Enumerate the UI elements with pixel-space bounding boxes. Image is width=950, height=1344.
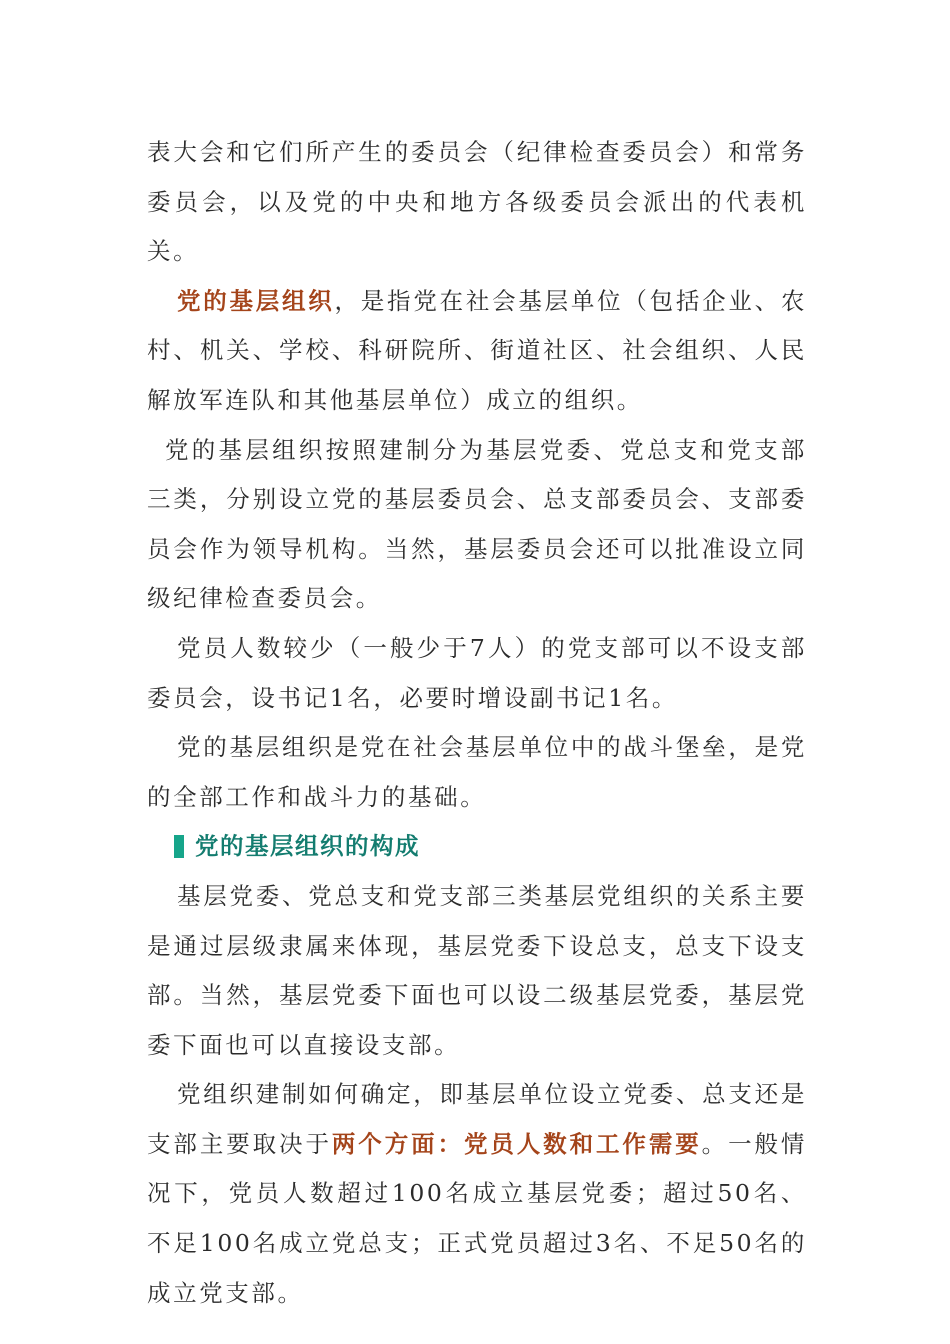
paragraph-text: 党的基层组织是党在社会基层单位中的战斗堡垒，是党的全部工作和战斗力的基础。 [147, 733, 807, 811]
paragraph-classification [147, 426, 807, 624]
section-heading [147, 822, 807, 872]
paragraph-establishment [147, 1070, 807, 1318]
paragraph-text: 。一般情况下，党员人数超过100名成立基层党委；超过50名、不足100名成立党总支；正式党员超过3名、不足50名的成立党支部。 [147, 1129, 807, 1307]
paragraph-text: 表大会和它们所产生的委员会（纪律检查委员会）和常务委员会，以及党的中央和地方各级委员会派出的代表机关。 [147, 138, 807, 266]
highlight-term: 两个方面：党员人数和工作需要 [331, 1129, 702, 1158]
document-page [147, 128, 807, 1318]
paragraph-bastion [147, 723, 807, 822]
heading-bar-icon [174, 835, 184, 858]
paragraph-definition [147, 277, 807, 426]
paragraph-small-branch [147, 624, 807, 723]
paragraph-committees [147, 128, 807, 277]
paragraph-text: 基层党委、党总支和党支部三类基层党组织的关系主要是通过层级隶属来体现，基层党委下设总支，总支下设支部。当然，基层党委下面也可以设二级基层党委，基层党委下面也可以直接设支部。 [147, 881, 807, 1059]
paragraph-text: 党员人数较少（一般少于7人）的党支部可以不设支部委员会，设书记1名，必要时增设副书记1名。 [147, 633, 807, 712]
paragraph-text: 党的基层组织按照建制分为基层党委、党总支和党支部三类，分别设立党的基层委员会、总支部委员会、支部委员会作为领导机构。当然，基层委员会还可以批准设立同级纪律检查委员会。 [147, 435, 807, 613]
paragraph-hierarchy [147, 872, 807, 1070]
paragraph-text: 党组织建制如何确定，即基层单位设立党委、总支还是支部主要取决于 [147, 1080, 807, 1158]
paragraph-text: ，是指党在社会基层单位（包括企业、农村、机关、学校、科研院所、街道社区、社会组织、人民解放军连队和其他基层单位）成立的组织。 [147, 286, 807, 414]
highlight-term: 党的基层组织 [177, 286, 335, 315]
section-heading-text: 党的基层组织的构成 [195, 832, 420, 861]
